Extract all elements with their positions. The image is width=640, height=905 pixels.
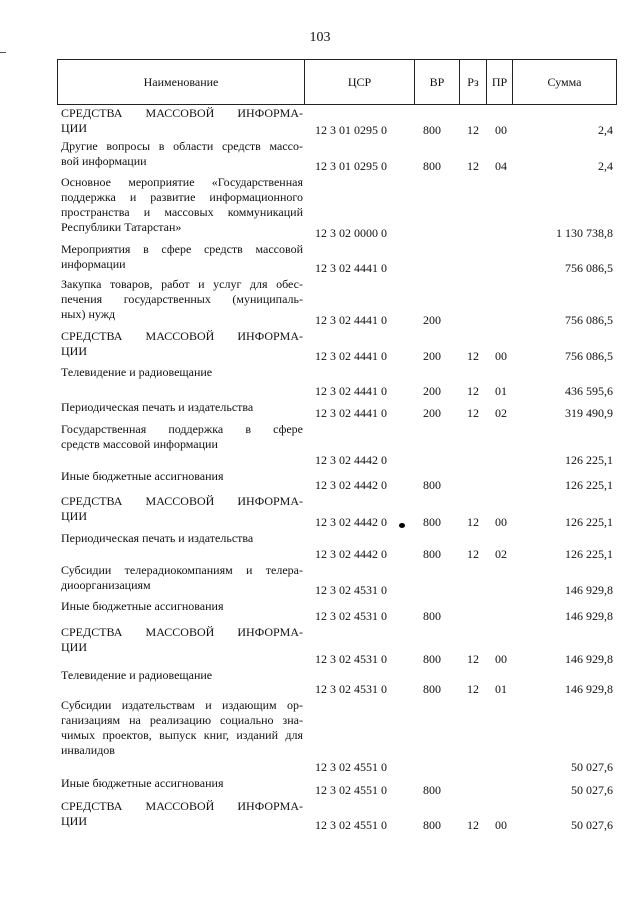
row-name-line: Основное мероприятие «Государственная [61, 175, 303, 189]
row-name [61, 365, 303, 380]
budget-table [57, 59, 617, 833]
row-name [61, 175, 303, 235]
table-row [57, 364, 617, 399]
header-rz: Рз [460, 60, 487, 104]
row-rz: 12 [467, 123, 479, 137]
row-vr: 800 [423, 547, 441, 561]
row-csr: 12 3 02 4441 0 [315, 313, 387, 327]
row-name-line: Телевидение и радиовещание [61, 668, 213, 682]
row-pr: 04 [495, 159, 507, 173]
ink-dot [399, 523, 405, 528]
row-rz: 12 [467, 384, 479, 398]
row-name-line: ных) нужд [61, 307, 116, 321]
row-vr: 800 [423, 682, 441, 696]
row-name [61, 469, 303, 484]
row-name-line: Закупка товаров, работ и услуг для обес- [61, 277, 303, 291]
row-sum: 146 929,8 [565, 609, 613, 623]
row-name [61, 494, 303, 524]
row-name-line: чимых проектов, выпуск книг, изданий для [61, 728, 303, 742]
row-sum: 50 027,6 [571, 783, 613, 797]
row-name [61, 625, 303, 655]
row-name-line: ЦИИ [61, 121, 87, 135]
row-sum: 319 490,9 [565, 406, 613, 420]
row-vr: 800 [423, 652, 441, 666]
header-vr: ВР [415, 60, 460, 104]
row-pr: 02 [495, 406, 507, 420]
row-vr: 200 [423, 313, 441, 327]
row-vr: 800 [423, 783, 441, 797]
row-pr: 01 [495, 384, 507, 398]
row-name [61, 668, 303, 683]
row-csr: 12 3 02 4441 0 [315, 384, 387, 398]
row-csr: 12 3 02 4442 0 [315, 478, 387, 492]
row-sum: 2,4 [598, 123, 613, 137]
page-number: 103 [309, 30, 331, 45]
row-name [61, 563, 303, 593]
row-name-line: Мероприятия в сфере средств массовой [61, 242, 303, 256]
row-csr: 12 3 02 4531 0 [315, 682, 387, 696]
row-sum: 756 086,5 [565, 313, 613, 327]
row-sum: 2,4 [598, 159, 613, 173]
row-rz: 12 [467, 349, 479, 363]
row-pr: 02 [495, 547, 507, 561]
row-name [61, 698, 303, 758]
row-name-line: Субсидии телерадиокомпаниям и телера- [61, 563, 303, 577]
row-name-line: средств массовой информации [61, 437, 218, 451]
table-row [57, 798, 617, 833]
row-name-line: поддержка и развитие информационного [61, 190, 303, 204]
row-name [61, 531, 303, 546]
row-rz: 12 [467, 406, 479, 420]
row-vr: 200 [423, 384, 441, 398]
row-csr: 12 3 02 4531 0 [315, 609, 387, 623]
row-name-line: Иные бюджетные ассигнования [61, 469, 224, 483]
row-vr: 800 [423, 515, 441, 529]
table-row [57, 667, 617, 697]
row-name-line: ганизациям на реализацию социально зна- [61, 713, 303, 727]
row-name-line: инвалидов [61, 743, 115, 757]
row-pr: 00 [495, 652, 507, 666]
row-pr: 00 [495, 818, 507, 832]
table-row [57, 421, 617, 468]
row-name-line: СРЕДСТВА МАССОВОЙ ИНФОРМА- [61, 106, 303, 120]
row-csr: 12 3 02 4441 0 [315, 406, 387, 420]
header-csr: ЦСР [305, 60, 415, 104]
table-row [57, 562, 617, 598]
row-csr: 12 3 01 0295 0 [315, 159, 387, 173]
row-sum: 146 929,8 [565, 652, 613, 666]
row-name [61, 139, 303, 169]
row-name-line: ЦИИ [61, 509, 87, 523]
table-row [57, 399, 617, 421]
row-csr: 12 3 02 4442 0 [315, 515, 387, 529]
table-row [57, 468, 617, 493]
row-pr: 00 [495, 123, 507, 137]
row-name-line: Иные бюджетные ассигнования [61, 776, 224, 790]
row-sum: 146 929,8 [565, 682, 613, 696]
table-row [57, 138, 617, 174]
row-name-line: печения государственных (муниципаль- [61, 292, 303, 306]
table-row [57, 328, 617, 364]
row-name-line: ЦИИ [61, 814, 87, 828]
row-csr: 12 3 02 4551 0 [315, 760, 387, 774]
row-name [61, 799, 303, 829]
table-row [57, 105, 617, 138]
row-name-line: Периодическая печать и издательства [61, 400, 254, 414]
row-csr: 12 3 02 4441 0 [315, 349, 387, 363]
row-rz: 12 [467, 652, 479, 666]
row-sum: 126 225,1 [565, 453, 613, 467]
row-name-line: Телевидение и радиовещание [61, 365, 213, 379]
row-csr: 12 3 02 0000 0 [315, 226, 387, 240]
row-csr: 12 3 02 4551 0 [315, 818, 387, 832]
row-rz: 12 [467, 818, 479, 832]
header-sum: Сумма [547, 74, 582, 89]
row-name-line: СРЕДСТВА МАССОВОЙ ИНФОРМА- [61, 494, 303, 508]
row-sum: 756 086,5 [565, 349, 613, 363]
row-csr: 12 3 02 4531 0 [315, 652, 387, 666]
table-row [57, 241, 617, 276]
row-name-line: Другие вопросы в области средств массо- [61, 139, 303, 153]
row-name-line: Периодическая печать и издательства [61, 531, 254, 545]
table-row [57, 598, 617, 624]
header-name: Наименование [58, 60, 305, 104]
row-csr: 12 3 02 4441 0 [315, 261, 387, 275]
row-name-line: ЦИИ [61, 344, 87, 358]
row-vr: 800 [423, 159, 441, 173]
row-sum: 146 929,8 [565, 583, 613, 597]
row-pr: 00 [495, 349, 507, 363]
row-rz: 12 [467, 515, 479, 529]
table-body [57, 105, 617, 833]
row-name-line: СРЕДСТВА МАССОВОЙ ИНФОРМА- [61, 625, 303, 639]
table-row [57, 530, 617, 562]
row-name-line: информации [61, 257, 126, 271]
row-name-line: ЦИИ [61, 640, 87, 654]
row-sum: 126 225,1 [565, 547, 613, 561]
row-name [61, 242, 303, 272]
row-sum: 50 027,6 [571, 760, 613, 774]
row-sum: 126 225,1 [565, 478, 613, 492]
row-rz: 12 [467, 682, 479, 696]
row-name-line: Субсидии издательствам и издающим ор- [61, 698, 303, 712]
row-csr: 12 3 01 0295 0 [315, 123, 387, 137]
row-vr: 800 [423, 478, 441, 492]
row-sum: 436 595,6 [565, 384, 613, 398]
row-sum: 126 225,1 [565, 515, 613, 529]
row-rz: 12 [467, 547, 479, 561]
row-name-line: пространства и массовых коммуникаций [61, 205, 303, 219]
row-vr: 800 [423, 123, 441, 137]
row-sum: 756 086,5 [565, 261, 613, 275]
row-name [61, 106, 303, 136]
table-row [57, 624, 617, 667]
row-vr: 800 [423, 818, 441, 832]
row-name [61, 277, 303, 322]
table-header [57, 59, 617, 105]
row-name [61, 422, 303, 452]
table-row [57, 174, 617, 241]
row-name-line: Республики Татарстан» [61, 220, 182, 234]
table-row [57, 276, 617, 328]
row-name-line: СРЕДСТВА МАССОВОЙ ИНФОРМА- [61, 329, 303, 343]
row-name [61, 776, 303, 791]
row-rz: 12 [467, 159, 479, 173]
table-row [57, 493, 617, 530]
row-vr: 800 [423, 609, 441, 623]
row-name-line: Государственная поддержка в сфере [61, 422, 303, 436]
row-vr: 200 [423, 406, 441, 420]
row-pr: 01 [495, 682, 507, 696]
table-row [57, 697, 617, 775]
header-pr: ПР [487, 60, 513, 104]
row-name [61, 599, 303, 614]
row-name [61, 400, 303, 415]
row-name-line: Иные бюджетные ассигнования [61, 599, 224, 613]
row-csr: 12 3 02 4442 0 [315, 547, 387, 561]
row-csr: 12 3 02 4531 0 [315, 583, 387, 597]
row-pr: 00 [495, 515, 507, 529]
row-csr: 12 3 02 4551 0 [315, 783, 387, 797]
margin-mark [0, 52, 6, 53]
row-sum: 1 130 738,8 [556, 226, 613, 240]
row-name [61, 329, 303, 359]
row-name-line: вой информации [61, 154, 147, 168]
row-vr: 200 [423, 349, 441, 363]
row-name-line: диоорганизациям [61, 578, 151, 592]
row-name-line: СРЕДСТВА МАССОВОЙ ИНФОРМА- [61, 799, 303, 813]
table-row [57, 775, 617, 798]
row-sum: 50 027,6 [571, 818, 613, 832]
row-csr: 12 3 02 4442 0 [315, 453, 387, 467]
